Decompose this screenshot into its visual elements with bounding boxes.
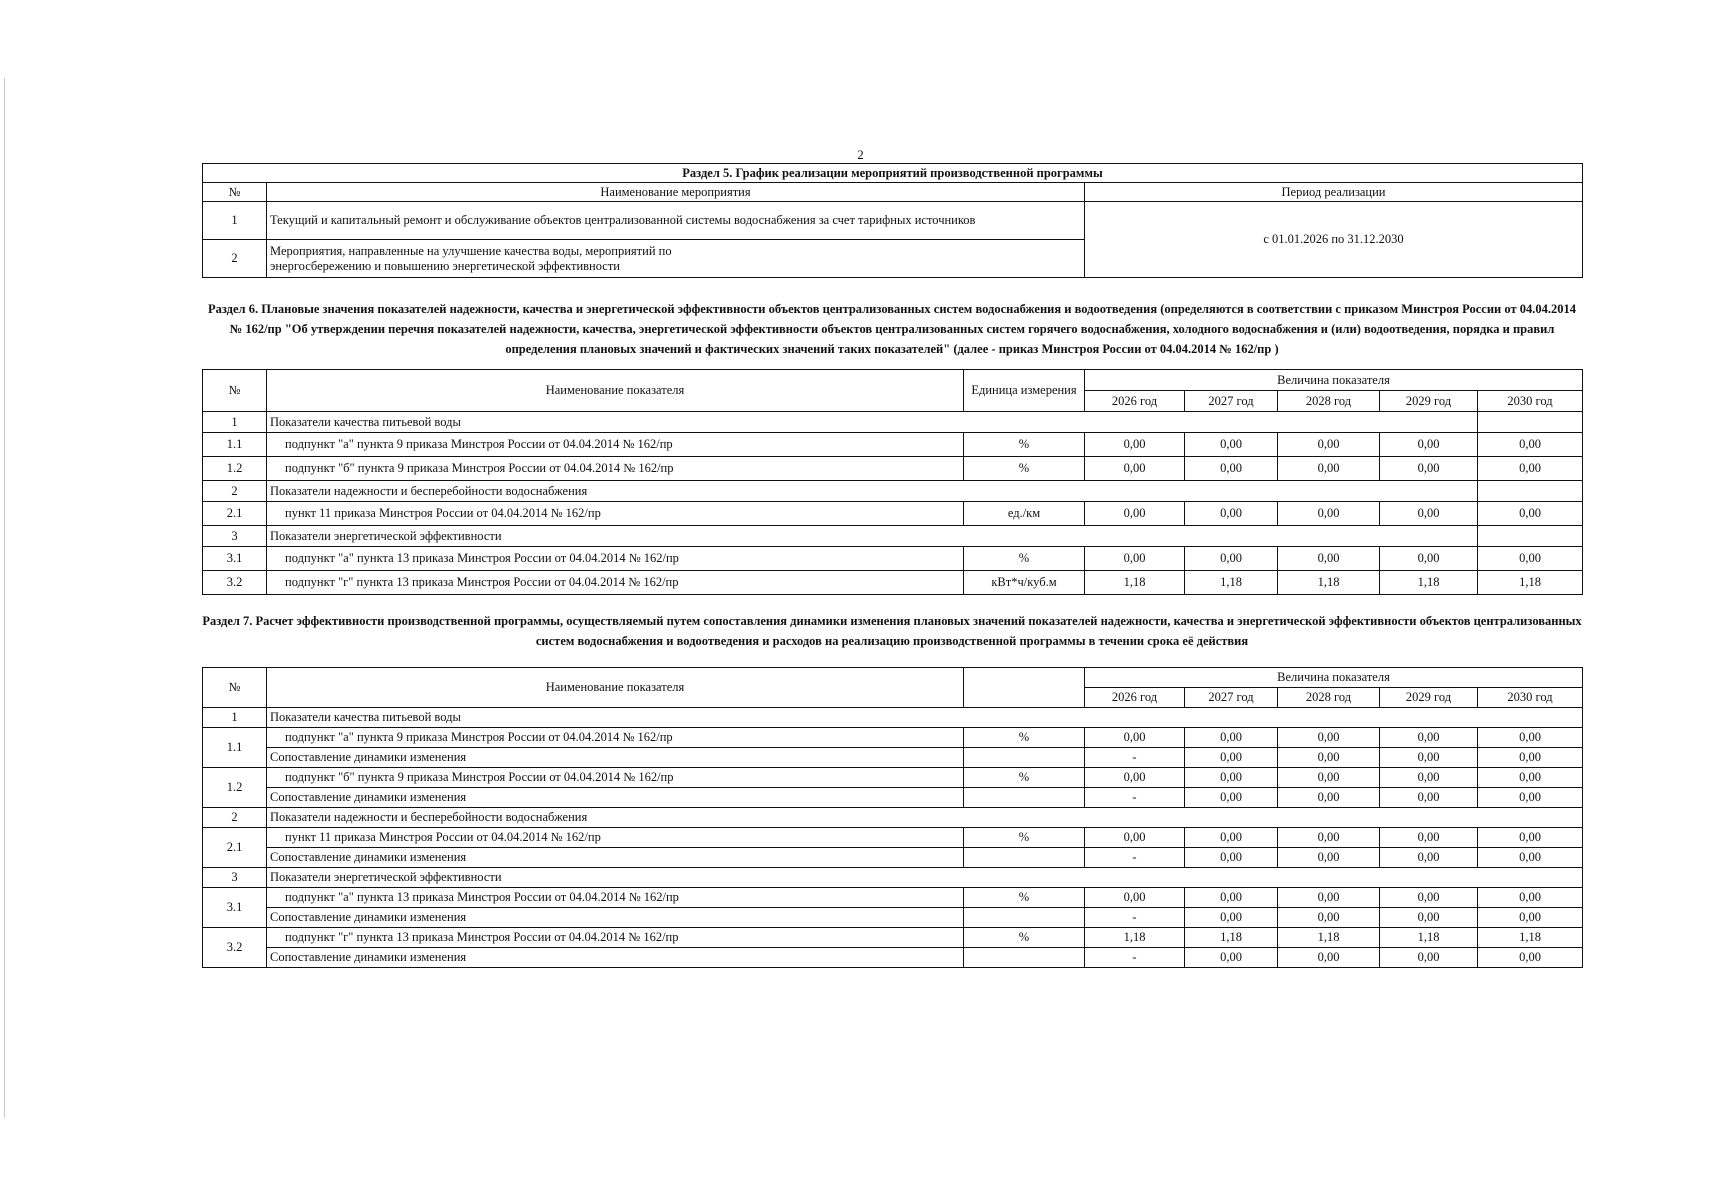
row-name: подпункт "г" пункта 13 приказа Минстроя России от 04.04.2014 № 162/пр	[267, 928, 964, 948]
row-empty-cell	[1478, 526, 1583, 547]
row-unit: %	[964, 828, 1085, 848]
row-value: 0,00	[1478, 828, 1583, 848]
row-value: 0,00	[1278, 547, 1380, 571]
row-group-name: Показатели энергетической эффективности	[267, 868, 1583, 888]
row-no: 3	[203, 868, 267, 888]
row-unit-empty	[964, 948, 1085, 968]
table-row	[203, 481, 1583, 502]
row-value: 0,00	[1380, 888, 1478, 908]
row-dynamics-value: 0,00	[1478, 748, 1583, 768]
row-empty-cell	[1478, 481, 1583, 502]
row-value: 0,00	[1085, 768, 1185, 788]
row-no: 3.2	[203, 928, 267, 968]
row-value: 0,00	[1085, 547, 1185, 571]
table-row	[203, 433, 1583, 457]
row-value: 0,00	[1478, 768, 1583, 788]
section5-row-name: Текущий и капитальный ремонт и обслуживание объектов централизованной системы водоснабжения за счет тарифных источников	[267, 202, 1085, 240]
row-dynamics-value: 0,00	[1380, 748, 1478, 768]
table-row	[203, 547, 1583, 571]
section5-head-period: Период реализации	[1085, 183, 1583, 202]
row-no: 2.1	[203, 828, 267, 868]
row-value: 0,00	[1085, 457, 1185, 481]
section7-head-name: Наименование показателя	[267, 668, 964, 708]
section6-year-2029: 2029 год	[1380, 391, 1478, 412]
row-value: 1,18	[1380, 928, 1478, 948]
row-name: подпункт "а" пункта 9 приказа Минстроя России от 04.04.2014 № 162/пр	[267, 433, 964, 457]
row-value: 0,00	[1380, 728, 1478, 748]
row-unit: %	[964, 433, 1085, 457]
row-no: 1.2	[203, 457, 267, 481]
section6-head-name: Наименование показателя	[267, 370, 964, 412]
row-group-name: Показатели качества питьевой воды	[267, 412, 1478, 433]
row-value: 0,00	[1380, 768, 1478, 788]
table-row-dynamics	[203, 848, 1583, 868]
row-value: 0,00	[1478, 457, 1583, 481]
row-value: 1,18	[1185, 928, 1278, 948]
row-value: 0,00	[1278, 888, 1380, 908]
section7-head-no: №	[203, 668, 267, 708]
row-value: 1,18	[1478, 928, 1583, 948]
row-group-name: Показатели энергетической эффективности	[267, 526, 1478, 547]
row-dynamics-value: 0,00	[1185, 848, 1278, 868]
row-value: 0,00	[1478, 433, 1583, 457]
row-dynamics-value: 0,00	[1380, 788, 1478, 808]
row-value: 0,00	[1478, 728, 1583, 748]
row-no: 1.1	[203, 433, 267, 457]
row-unit-empty	[964, 908, 1085, 928]
row-value: 0,00	[1085, 502, 1185, 526]
section6-table	[202, 369, 1583, 595]
row-unit-empty	[964, 748, 1085, 768]
section5-table	[202, 163, 1583, 278]
row-no: 2	[203, 481, 267, 502]
row-value: 0,00	[1185, 433, 1278, 457]
row-dynamics-value: 0,00	[1278, 748, 1380, 768]
section5-row-no: 1	[203, 202, 267, 240]
row-unit: ед./км	[964, 502, 1085, 526]
row-value: 0,00	[1278, 433, 1380, 457]
section6-year-2026: 2026 год	[1085, 391, 1185, 412]
table-row-dynamics	[203, 788, 1583, 808]
section7-year-2026: 2026 год	[1085, 688, 1185, 708]
row-value: 0,00	[1380, 457, 1478, 481]
row-dynamics-label: Сопоставление динамики изменения	[267, 908, 964, 928]
row-no: 3	[203, 526, 267, 547]
row-unit-empty	[964, 788, 1085, 808]
table-row-dynamics	[203, 908, 1583, 928]
row-dynamics-label: Сопоставление динамики изменения	[267, 848, 964, 868]
section6-year-2027: 2027 год	[1185, 391, 1278, 412]
row-dynamics-value: -	[1085, 908, 1185, 928]
section6-year-2030: 2030 год	[1478, 391, 1583, 412]
row-value: 0,00	[1185, 502, 1278, 526]
row-dynamics-value: 0,00	[1278, 908, 1380, 928]
row-value: 1,18	[1380, 571, 1478, 595]
row-dynamics-value: 0,00	[1185, 908, 1278, 928]
row-value: 1,18	[1085, 928, 1185, 948]
section7-year-2030: 2030 год	[1478, 688, 1583, 708]
row-name: подпункт "а" пункта 13 приказа Минстроя России от 04.04.2014 № 162/пр	[267, 547, 964, 571]
row-value: 0,00	[1380, 828, 1478, 848]
row-unit: %	[964, 547, 1085, 571]
section6-head-value: Величина показателя	[1085, 370, 1583, 391]
row-value: 0,00	[1185, 828, 1278, 848]
row-unit: %	[964, 457, 1085, 481]
row-name: пункт 11 приказа Минстроя России от 04.04.2014 № 162/пр	[267, 502, 964, 526]
row-no: 1.1	[203, 728, 267, 768]
section5-row-name-text: Мероприятия, направленные на улучшение качества воды, мероприятий по энергосбережению и повышению энергетической эффективности	[270, 244, 672, 273]
row-value: 0,00	[1380, 547, 1478, 571]
section6-head-unit: Единица измерения	[964, 370, 1085, 412]
row-value: 1,18	[1278, 928, 1380, 948]
scan-edge-mark	[4, 78, 5, 1118]
section5-row-name	[267, 240, 1085, 278]
row-value: 0,00	[1380, 433, 1478, 457]
row-value: 0,00	[1478, 547, 1583, 571]
row-dynamics-value: 0,00	[1380, 908, 1478, 928]
row-dynamics-value: 0,00	[1478, 908, 1583, 928]
row-no: 1	[203, 708, 267, 728]
row-dynamics-value: 0,00	[1478, 788, 1583, 808]
row-no: 3.1	[203, 888, 267, 928]
table-row	[203, 526, 1583, 547]
section5-period: с 01.01.2026 по 31.12.2030	[1085, 202, 1583, 278]
row-dynamics-value: -	[1085, 848, 1185, 868]
section7-year-2029: 2029 год	[1380, 688, 1478, 708]
section7-year-2028: 2028 год	[1278, 688, 1380, 708]
row-no: 2.1	[203, 502, 267, 526]
row-no: 1.2	[203, 768, 267, 808]
row-value: 0,00	[1478, 888, 1583, 908]
section5-row-no: 2	[203, 240, 267, 278]
row-unit: %	[964, 928, 1085, 948]
row-group-name: Показатели надежности и бесперебойности водоснабжения	[267, 808, 1583, 828]
row-value: 0,00	[1185, 728, 1278, 748]
row-value: 0,00	[1185, 457, 1278, 481]
row-dynamics-value: 0,00	[1380, 948, 1478, 968]
row-dynamics-value: 0,00	[1185, 748, 1278, 768]
row-dynamics-label: Сопоставление динамики изменения	[267, 788, 964, 808]
row-dynamics-value: 0,00	[1478, 848, 1583, 868]
row-value: 0,00	[1085, 828, 1185, 848]
row-name: подпункт "б" пункта 9 приказа Минстроя России от 04.04.2014 № 162/пр	[267, 768, 964, 788]
row-value: 0,00	[1185, 768, 1278, 788]
row-name: подпункт "г" пункта 13 приказа Минстроя России от 04.04.2014 № 162/пр	[267, 571, 964, 595]
section7-head-value: Величина показателя	[1085, 668, 1583, 688]
section7-title: Раздел 7. Расчет эффективности производственной программы, осуществляемый путем сопоставления динамики изменения плановых значений показателей надежности, качества и энергетической эффективности объектов централизованных систем водоснабжения и водоотведения и расходов на реализацию производственной программы в течении срока её действия	[202, 614, 1582, 648]
section5-head-name: Наименование мероприятия	[267, 183, 1085, 202]
row-name: пункт 11 приказа Минстроя России от 04.04.2014 № 162/пр	[267, 828, 964, 848]
row-dynamics-value: 0,00	[1278, 788, 1380, 808]
row-dynamics-label: Сопоставление динамики изменения	[267, 748, 964, 768]
table-row	[203, 888, 1583, 908]
row-value: 0,00	[1478, 502, 1583, 526]
row-unit: %	[964, 768, 1085, 788]
row-group-name: Показатели надежности и бесперебойности водоснабжения	[267, 481, 1478, 502]
row-value: 0,00	[1278, 502, 1380, 526]
row-dynamics-value: -	[1085, 948, 1185, 968]
row-unit: %	[964, 888, 1085, 908]
table-row-dynamics	[203, 948, 1583, 968]
row-value: 1,18	[1185, 571, 1278, 595]
table-row	[203, 502, 1583, 526]
page-number: 2	[857, 147, 864, 162]
row-no: 3.1	[203, 547, 267, 571]
row-value: 1,18	[1278, 571, 1380, 595]
row-no: 1	[203, 412, 267, 433]
row-dynamics-value: 0,00	[1278, 848, 1380, 868]
row-unit: кВт*ч/куб.м	[964, 571, 1085, 595]
table-row	[203, 571, 1583, 595]
row-unit: %	[964, 728, 1085, 748]
row-name: подпункт "б" пункта 9 приказа Минстроя России от 04.04.2014 № 162/пр	[267, 457, 964, 481]
row-value: 0,00	[1278, 457, 1380, 481]
table-row	[203, 828, 1583, 848]
section7-year-2027: 2027 год	[1185, 688, 1278, 708]
row-value: 0,00	[1085, 433, 1185, 457]
row-dynamics-value: 0,00	[1185, 948, 1278, 968]
row-value: 0,00	[1085, 728, 1185, 748]
row-name: подпункт "а" пункта 13 приказа Минстроя России от 04.04.2014 № 162/пр	[267, 888, 964, 908]
row-value: 0,00	[1085, 888, 1185, 908]
row-value: 0,00	[1278, 728, 1380, 748]
row-value: 0,00	[1185, 547, 1278, 571]
section6-title: Раздел 6. Плановые значения показателей надежности, качества и энергетической эффективности объектов централизованных систем водоснабжения и водоотведения (определяются в соответствии с приказом Минстроя России от 04.04.2014 № 162/пр "Об утверждении перечня показателей надежности, качества, энергетической эффективности объектов централизованных систем горячего водоснабжения, холодного водоснабжения и (или) водоотведения, порядка и правил определения плановых значений и фактических значений таких показателей" (далее - приказ Минстроя России от 04.04.2014 № 162/пр )	[208, 302, 1576, 356]
section7-head-unit-empty	[964, 668, 1085, 708]
row-dynamics-value: -	[1085, 748, 1185, 768]
section6-year-2028: 2028 год	[1278, 391, 1380, 412]
row-dynamics-label: Сопоставление динамики изменения	[267, 948, 964, 968]
row-group-name: Показатели качества питьевой воды	[267, 708, 1583, 728]
row-empty-cell	[1478, 412, 1583, 433]
row-name: подпункт "а" пункта 9 приказа Минстроя России от 04.04.2014 № 162/пр	[267, 728, 964, 748]
row-value: 0,00	[1185, 888, 1278, 908]
row-value: 0,00	[1278, 768, 1380, 788]
section7-table	[202, 667, 1583, 968]
row-value: 0,00	[1380, 502, 1478, 526]
table-row	[203, 868, 1583, 888]
row-value: 1,18	[1085, 571, 1185, 595]
row-dynamics-value: 0,00	[1278, 948, 1380, 968]
table-row	[203, 928, 1583, 948]
section6-head-no: №	[203, 370, 267, 412]
row-unit-empty	[964, 848, 1085, 868]
table-row	[203, 728, 1583, 748]
row-value: 1,18	[1478, 571, 1583, 595]
table-row-dynamics	[203, 748, 1583, 768]
row-dynamics-value: -	[1085, 788, 1185, 808]
row-value: 0,00	[1278, 828, 1380, 848]
section5-title: Раздел 5. График реализации мероприятий производственной программы	[203, 164, 1583, 183]
row-dynamics-value: 0,00	[1380, 848, 1478, 868]
table-row	[203, 768, 1583, 788]
table-row	[203, 808, 1583, 828]
row-dynamics-value: 0,00	[1185, 788, 1278, 808]
row-dynamics-value: 0,00	[1478, 948, 1583, 968]
table-row	[203, 708, 1583, 728]
table-row	[203, 457, 1583, 481]
row-no: 2	[203, 808, 267, 828]
row-no: 3.2	[203, 571, 267, 595]
table-row	[203, 412, 1583, 433]
section5-head-no: №	[203, 183, 267, 202]
